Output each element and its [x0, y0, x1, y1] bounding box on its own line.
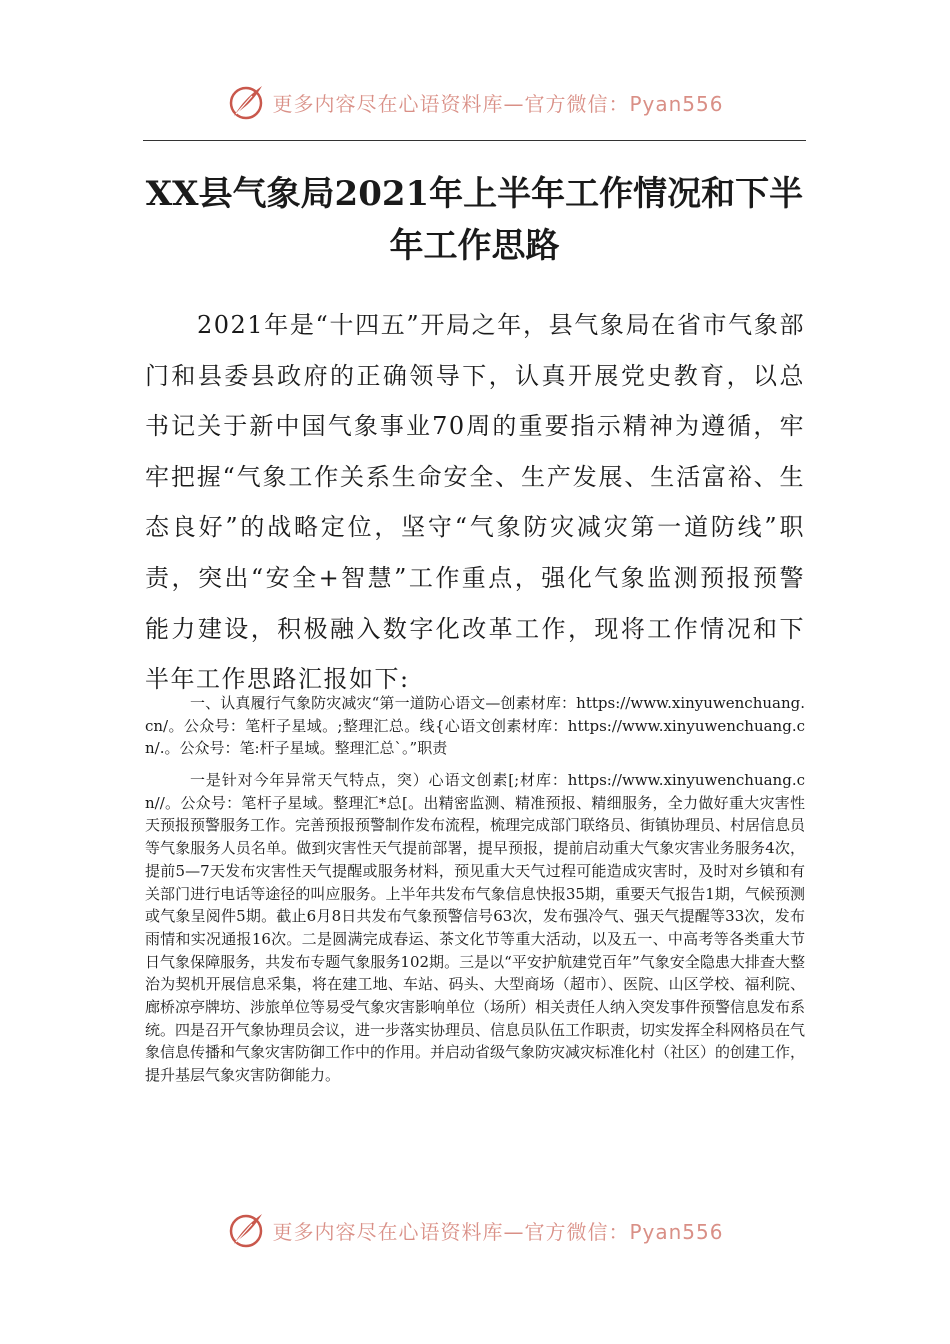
quill-logo-icon: [226, 82, 266, 122]
footer-watermark: [0, 1208, 950, 1252]
header-watermark: [0, 80, 950, 124]
section-heading-paragraph: 一、认真履行气象防灾减灾“第一道防心语文—创素材库：https://www.xinyuwenchuang.cn/。公众号：笔杆子星域。;整理汇总。线{心语文创素材库：https://www.xinyuwenchuang.cn/.。公众号：笔:杆子星域。整理汇总`。”职责: [145, 694, 805, 758]
watermark-text: 更多内容尽在心语资料库—官方微信：Pyan556: [272, 1219, 724, 1244]
watermark-text: 更多内容尽在心语资料库—官方微信：Pyan556: [272, 91, 724, 116]
header-divider: [143, 140, 806, 141]
quill-logo-icon: [226, 1210, 266, 1250]
detail-paragraph: 一是针对今年异常天气特点，突）心语文创素[;材库：https://www.xinyuwenchuang.cn//。公众号：笔杆子星域。整理汇*总[。出精密监测、精准预报、精细服务，全力做好重大灾害性天预报预警服务工作。完善预报预警制作发布流程，梳理完成部门联络员、街镇协理员、村居信息员等气象服务人员名单。做到灾害性天气提前部署，提早预报，提前启动重大气象灾害业务服务4次，提前5—7天发布灾害性天气提醒或服务材料，预见重大天气过程可能造成灾害时，及时对乡镇和有关部门进行电话等途径的叫应服务。上半年共发布气象信息快报35期，重要天气报告1期，气候预测或气象呈阅件5期。截止6月8日共发布气象预警信号63次，发布强冷气、强天气提醒等33次，发布雨情和实况通报16次。二是圆满完成春运、茶文化节等重大活动，以及五一、中高考等各类重大节日气象保障服务，共发布专题气象服务102期。三是以“平安护航建党百年”气象安全隐患大排查大整治为契机开展信息采集，将在建工地、车站、码头、大型商场（超市）、医院、山区学校、福利院、廊桥凉亭牌坊、涉旅单位等易受气象灾害影响单位（场所）相关责任人纳入突发事件预警信息发布系统。四是召开气象协理员会议，进一步落实协理员、信息员队伍工作职责，切实发挥全科网格员在气象信息传播和气象灾害防御工作中的作用。并启动省级气象防灾减灾标准化村（社区）的创建工作，提升基层气象灾害防御能力。: [145, 771, 806, 1085]
lead-paragraph: 2021年是“十四五”开局之年，县气象局在省市气象部门和县委县政府的正确领导下，认真开展党史教育，以总书记关于新中国气象事业70周的重要指示精神为遵循，牢牢把握“气象工作关系生命安全、生产发展、生活富裕、生态良好”的战略定位，坚守“气象防灾减灾第一道防线”职责，突出“安全+智慧”工作重点，强化气象监测预报预警能力建设，积极融入数字化改革工作，现将工作情况和下半年工作思路汇报如下:: [145, 311, 805, 694]
document-title: XX县气象局2021年上半年工作情况和下半年工作思路: [145, 174, 804, 266]
